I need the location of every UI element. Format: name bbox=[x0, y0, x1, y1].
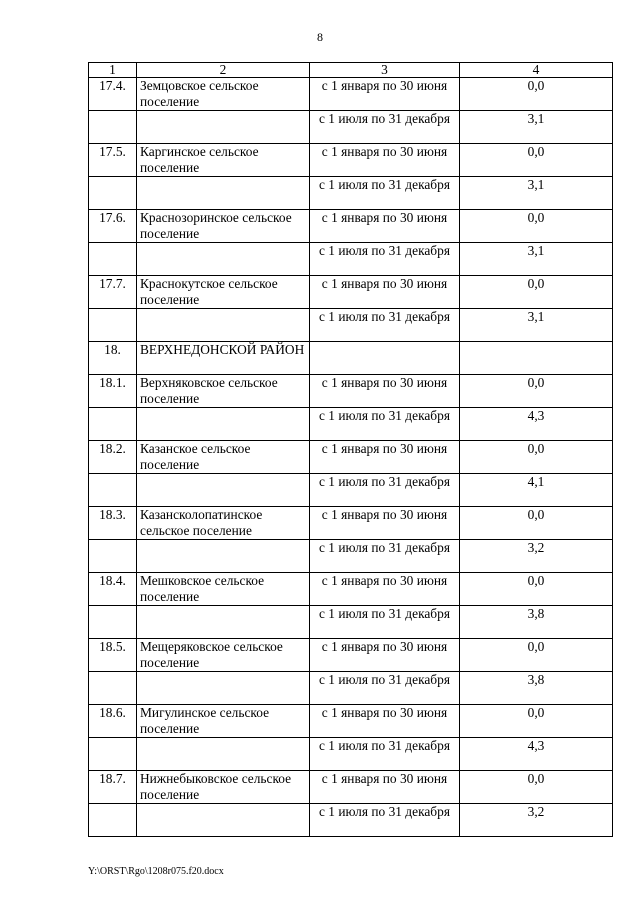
value-cell: 3,1 bbox=[460, 309, 613, 342]
value-cell: 0,0 bbox=[460, 375, 613, 408]
table-row bbox=[89, 804, 613, 837]
period-cell: с 1 января по 30 июня bbox=[310, 573, 460, 606]
period-cell: с 1 июля по 31 декабря bbox=[310, 540, 460, 573]
row-number-cell bbox=[89, 804, 137, 837]
period-cell: с 1 июля по 31 декабря bbox=[310, 408, 460, 441]
row-number-cell: 18.3. bbox=[89, 507, 137, 540]
period-cell: с 1 июля по 31 декабря bbox=[310, 606, 460, 639]
table-row bbox=[89, 771, 613, 804]
value-cell: 3,8 bbox=[460, 672, 613, 705]
period-cell: с 1 января по 30 июня bbox=[310, 639, 460, 672]
row-number-cell bbox=[89, 672, 137, 705]
table-row bbox=[89, 672, 613, 705]
table-row bbox=[89, 276, 613, 309]
period-cell: с 1 января по 30 июня bbox=[310, 375, 460, 408]
settlement-name-cell bbox=[137, 606, 310, 639]
settlement-name-cell bbox=[137, 408, 310, 441]
settlement-name-cell: Каргинское сельское поселение bbox=[137, 144, 310, 177]
row-number-cell: 17.5. bbox=[89, 144, 137, 177]
table-row bbox=[89, 441, 613, 474]
row-number-cell bbox=[89, 738, 137, 771]
row-number-cell: 18.2. bbox=[89, 441, 137, 474]
table-row bbox=[89, 606, 613, 639]
value-cell: 0,0 bbox=[460, 210, 613, 243]
table-row bbox=[89, 375, 613, 408]
period-cell: с 1 января по 30 июня bbox=[310, 771, 460, 804]
table-row bbox=[89, 573, 613, 606]
period-cell: с 1 июля по 31 декабря bbox=[310, 243, 460, 276]
settlement-name-cell bbox=[137, 738, 310, 771]
row-number-cell bbox=[89, 474, 137, 507]
value-cell: 3,1 bbox=[460, 243, 613, 276]
table-row bbox=[89, 507, 613, 540]
period-cell: с 1 июля по 31 декабря bbox=[310, 111, 460, 144]
row-number-cell bbox=[89, 309, 137, 342]
table-row bbox=[89, 210, 613, 243]
settlement-name-cell: Краснозоринское сельское поселение bbox=[137, 210, 310, 243]
settlement-name-cell: Земцовское сельское поселение bbox=[137, 78, 310, 111]
period-cell: с 1 января по 30 июня bbox=[310, 441, 460, 474]
column-header-value: 4 bbox=[460, 63, 613, 78]
period-cell: с 1 июля по 31 декабря bbox=[310, 738, 460, 771]
value-cell: 3,8 bbox=[460, 606, 613, 639]
table-row bbox=[89, 408, 613, 441]
settlement-name-cell: Мешковское сельское поселение bbox=[137, 573, 310, 606]
value-cell: 3,1 bbox=[460, 111, 613, 144]
settlement-name-cell bbox=[137, 672, 310, 705]
settlement-name-cell: Краснокутское сельское поселение bbox=[137, 276, 310, 309]
table-body bbox=[89, 78, 613, 837]
column-header-number: 1 bbox=[89, 63, 137, 78]
table-row bbox=[89, 342, 613, 375]
settlement-name-cell bbox=[137, 474, 310, 507]
row-number-cell: 18.6. bbox=[89, 705, 137, 738]
settlement-name-cell: Казанское сельское поселение bbox=[137, 441, 310, 474]
tariff-table bbox=[88, 62, 613, 837]
row-number-cell bbox=[89, 177, 137, 210]
settlement-name-cell bbox=[137, 111, 310, 144]
value-cell: 4,3 bbox=[460, 408, 613, 441]
value-cell: 3,1 bbox=[460, 177, 613, 210]
settlement-name-cell: Мещеряковское сельское поселение bbox=[137, 639, 310, 672]
value-cell: 0,0 bbox=[460, 705, 613, 738]
table-row bbox=[89, 705, 613, 738]
period-cell: с 1 июля по 31 декабря bbox=[310, 309, 460, 342]
row-number-cell: 18.4. bbox=[89, 573, 137, 606]
period-cell: с 1 июля по 31 декабря bbox=[310, 804, 460, 837]
table-row bbox=[89, 474, 613, 507]
value-cell: 0,0 bbox=[460, 441, 613, 474]
settlement-name-cell: Верхняковское сельское поселение bbox=[137, 375, 310, 408]
table-row bbox=[89, 144, 613, 177]
table-row bbox=[89, 111, 613, 144]
value-cell: 0,0 bbox=[460, 573, 613, 606]
period-cell: с 1 января по 30 июня bbox=[310, 705, 460, 738]
period-cell: с 1 июля по 31 декабря bbox=[310, 672, 460, 705]
table-header-row bbox=[89, 63, 613, 78]
row-number-cell: 17.4. bbox=[89, 78, 137, 111]
table-row bbox=[89, 639, 613, 672]
settlement-name-cell bbox=[137, 243, 310, 276]
value-cell: 3,2 bbox=[460, 804, 613, 837]
row-number-cell: 17.6. bbox=[89, 210, 137, 243]
value-cell bbox=[460, 342, 613, 375]
column-header-period: 3 bbox=[310, 63, 460, 78]
row-number-cell: 18.5. bbox=[89, 639, 137, 672]
table-row bbox=[89, 78, 613, 111]
settlement-name-cell: Мигулинское сельское поселение bbox=[137, 705, 310, 738]
value-cell: 0,0 bbox=[460, 276, 613, 309]
table-row bbox=[89, 177, 613, 210]
settlement-name-cell: Казансколопатинское сельское поселение bbox=[137, 507, 310, 540]
value-cell: 4,3 bbox=[460, 738, 613, 771]
period-cell: с 1 января по 30 июня bbox=[310, 144, 460, 177]
settlement-name-cell: ВЕРХНЕДОНСКОЙ РАЙОН bbox=[137, 342, 310, 375]
row-number-cell: 18. bbox=[89, 342, 137, 375]
row-number-cell: 17.7. bbox=[89, 276, 137, 309]
row-number-cell bbox=[89, 540, 137, 573]
value-cell: 0,0 bbox=[460, 507, 613, 540]
row-number-cell: 18.7. bbox=[89, 771, 137, 804]
table-row bbox=[89, 738, 613, 771]
value-cell: 4,1 bbox=[460, 474, 613, 507]
period-cell: с 1 июля по 31 декабря bbox=[310, 177, 460, 210]
value-cell: 3,2 bbox=[460, 540, 613, 573]
value-cell: 0,0 bbox=[460, 771, 613, 804]
row-number-cell bbox=[89, 243, 137, 276]
settlement-name-cell: Нижнебыковское сельское поселение bbox=[137, 771, 310, 804]
period-cell: с 1 января по 30 июня bbox=[310, 276, 460, 309]
period-cell: с 1 января по 30 июня bbox=[310, 210, 460, 243]
row-number-cell: 18.1. bbox=[89, 375, 137, 408]
value-cell: 0,0 bbox=[460, 639, 613, 672]
period-cell: с 1 января по 30 июня bbox=[310, 507, 460, 540]
row-number-cell bbox=[89, 408, 137, 441]
value-cell: 0,0 bbox=[460, 78, 613, 111]
file-path-footer: Y:\ORST\Rgo\1208r075.f20.docx bbox=[88, 866, 224, 877]
column-header-settlement: 2 bbox=[137, 63, 310, 78]
row-number-cell bbox=[89, 111, 137, 144]
period-cell: с 1 июля по 31 декабря bbox=[310, 474, 460, 507]
table-row bbox=[89, 243, 613, 276]
settlement-name-cell bbox=[137, 804, 310, 837]
table-row bbox=[89, 540, 613, 573]
settlement-name-cell bbox=[137, 309, 310, 342]
period-cell: с 1 января по 30 июня bbox=[310, 78, 460, 111]
settlement-name-cell bbox=[137, 540, 310, 573]
page-number: 8 bbox=[317, 30, 323, 44]
period-cell bbox=[310, 342, 460, 375]
value-cell: 0,0 bbox=[460, 144, 613, 177]
settlement-name-cell bbox=[137, 177, 310, 210]
row-number-cell bbox=[89, 606, 137, 639]
table-row bbox=[89, 309, 613, 342]
